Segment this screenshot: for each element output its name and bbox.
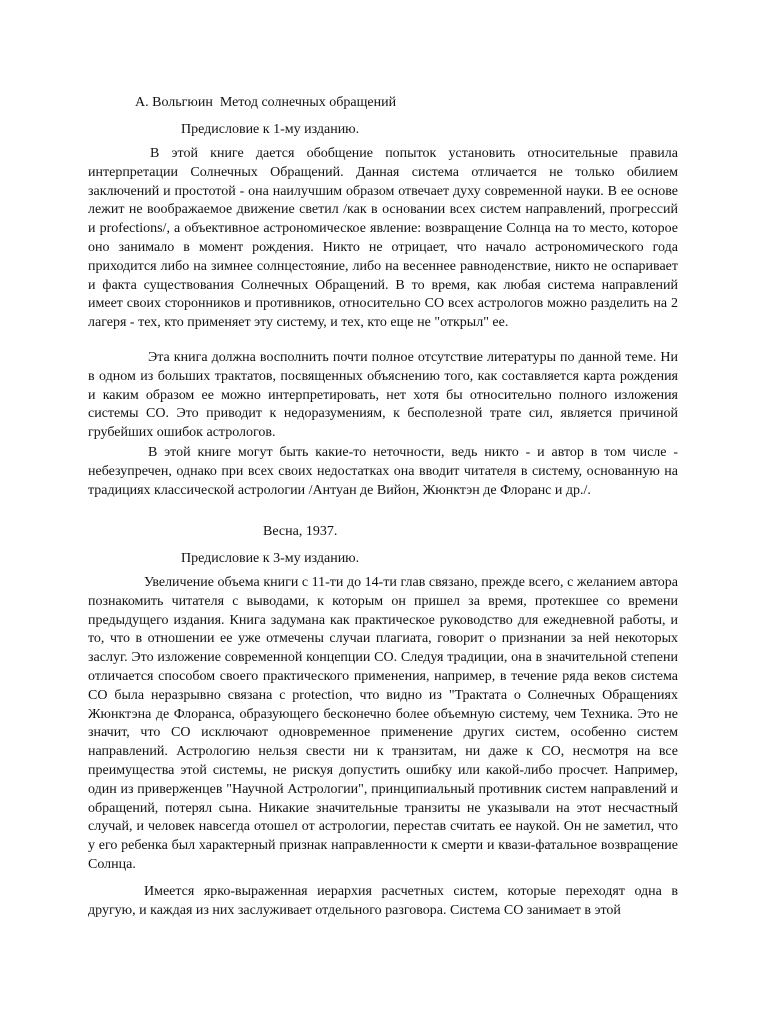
preface-3-title: Предисловие к 3-му изданию. xyxy=(181,551,360,566)
preface-3-paragraph xyxy=(88,883,678,921)
preface-3-paragraph xyxy=(88,574,678,875)
paragraph-text: Увеличение объема книги с 11-ти до 14-ти глав связано, прежде всего, с желанием автора познакомить читателя с выводами, к которым он пришел за время, протекшее со времени предыдущего издания. Книга задумана как практическое руководство для ежедневной работы, и то, что в отношении ее уже отмечены случаи плагиата, говорит о признании за ней некоторых заслуг. Это изложение современной концепции СО. Следуя традиции, она в значительной степени отличается способом своего практического применения, например, в течение ряда веков система СО была неразрывно связана с protection, что видно из "Трактата о Солнечных Обращениях Жюнктэна де Флоранса, образующего бесконечно более объемную систему, чем Техника. Это не значит, что СО исключают одновременное применение других систем, особенно систем направлений. Астрологию нельзя свести ни к транзитам, ни даже к СО, несмотря на все преимущества этой системы, не рискуя допустить ошибку или какой-либо просчет. Например, один из приверженцев "Научной Астрологии", принципиальный противник систем направлений и обращений, потерял сына. Никакие значительные транзиты не указывали на этот несчастный случай, и человек навсегда отошел от астрологии, перестав считать ее наукой. Он не заметил, что у его ребенка был характерный признак направленности к смерти и квази-фатальное возвращение Солнца. xyxy=(88,575,678,872)
document-header: А. Вольгюин Метод солнечных обращений xyxy=(135,95,397,110)
paragraph-text: В этой книге дается обобщение попыток установить относительные правила интерпретации Солнечных Обращений. Данная система отличается не только обилием заключений и простотой - она наилучшим образом отвечает духу современной науки. В ее основе лежит не воображаемое движение светил /как в основании всех систем направлений, прогрессий и profections/, а объективное астрономическое явление: возвращение Солнца на то место, которое оно занимало в момент рождения. Никто не отрицает, что начало астрономического года приходится либо на зимнее солнцестояние, либо на весеннее равноденствие, никто не оспаривает и факта существования Солнечных Обращений. В то время, как любая система направлений имеет своих сторонников и противников, относительно СО всех астрологов можно разделить на 2 лагеря - тех, кто применяет эту систему, и тех, кто еще не "открыл" ее. xyxy=(88,146,678,331)
preface-1-title: Предисловие к 1-му изданию. xyxy=(181,122,360,137)
paragraph-text: В этой книге могут быть какие-то неточности, ведь никто - и автор в том числе - небезупречен, однако при всех своих недостатках она вводит читателя в систему, основанную на традициях классической астрологии /Антуан де Вийон, Жюнктэн де Флоранс и др./. xyxy=(88,445,678,498)
paragraph-text: Имеется ярко-выраженная иерархия расчетных систем, которые переходят одна в другую, и каждая из них заслуживает отдельного разговора. Система СО занимает в этой xyxy=(88,884,678,918)
preface-1-paragraph xyxy=(88,444,678,500)
preface-1-paragraph xyxy=(88,145,678,333)
paragraph-text: Эта книга должна восполнить почти полное отсутствие литературы по данной теме. Ни в одном из больших трактатов, посвященных объяснению того, как составляется карта рождения и каким образом ее можно интерпретировать, нет хотя бы относительно полного изложения системы СО. Это приводит к недоразумениям, к бесполезной трате сил, является причиной грубейших ошибок астрологов. xyxy=(88,350,678,441)
preface-1-paragraph xyxy=(88,349,678,443)
preface-1-date: Весна, 1937. xyxy=(263,524,338,539)
